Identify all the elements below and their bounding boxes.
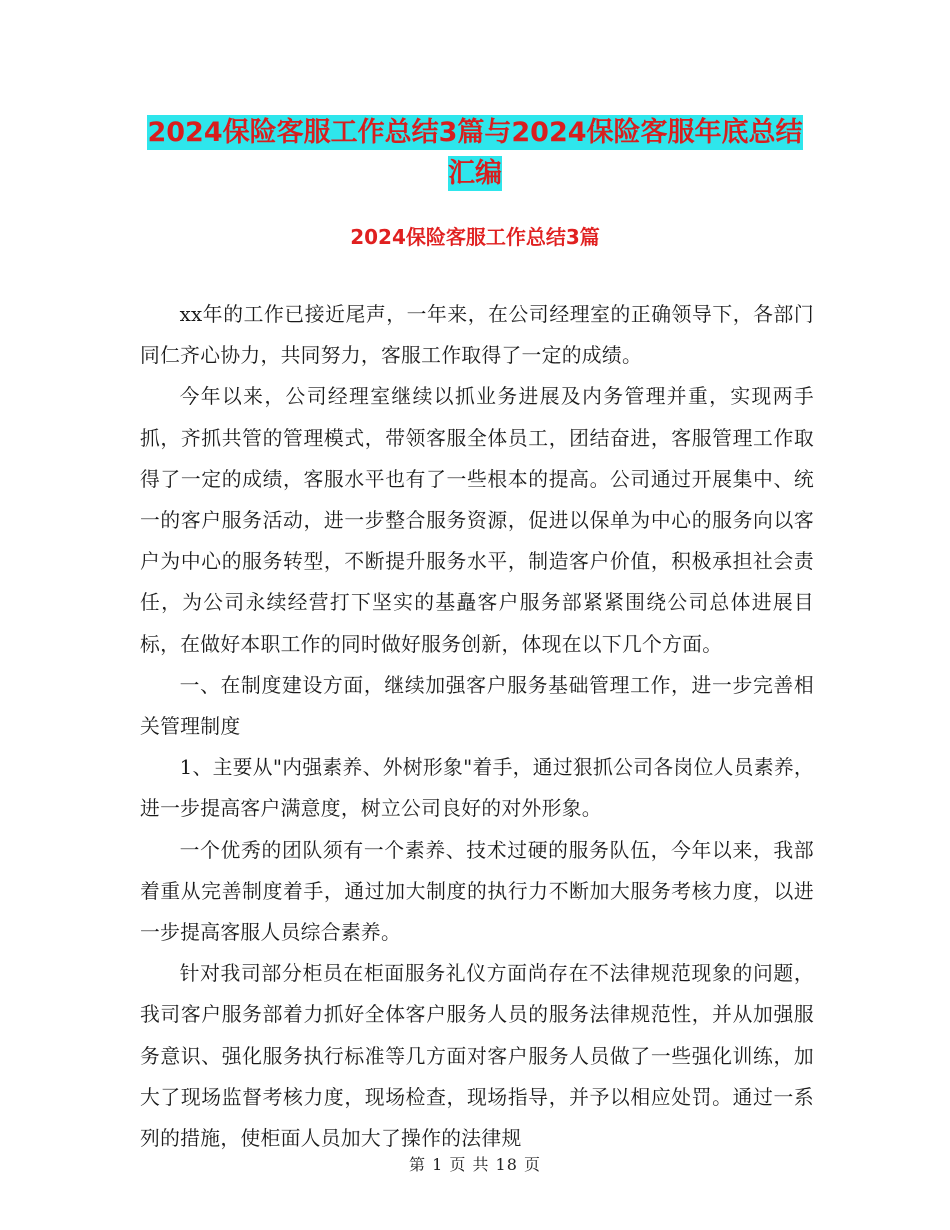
- paragraph-2: 今年以来，公司经理室继续以抓业务进展及内务管理并重，实现两手抓，齐抓共管的管理模式，带领客服全体员工，团结奋进，客服管理工作取得了一定的成绩，客服水平也有了一些根本的提高。公司通过开展集中、统一的客户服务活动，进一步整合服务资源，促进以保单为中心的服务向以客户为中心的服务转型，不断提升服务水平，制造客户价值，积极承担社会责任，为公司永续经营打下坚实的基矗客户服务部紧紧围绕公司总体进展目标，在做好本职工作的同时做好服务创新，体现在以下几个方面。: [140, 385, 814, 656]
- paragraph-6: 针对我司部分柜员在柜面服务礼仪方面尚存在不法律规范现象的问题，我司客户服务部着力抓好全体客户服务人员的服务法律规范性，并从加强服务意识、强化服务执行标准等几方面对客户服务人员做了一些强化训练，加大了现场监督考核力度，现场检查，现场指导，并予以相应处罚。通过一系列的措施，使柜面人员加大了操作的法律规: [140, 962, 814, 1151]
- document-title-line-1: 2024保险客服工作总结3篇与2024保险客服年底总结: [147, 117, 803, 148]
- body-text: [140, 294, 814, 1159]
- paragraph-1: xx年的工作已接近尾声，一年来，在公司经理室的正确领导下，各部门同仁齐心协力，共同努力，客服工作取得了一定的成绩。: [140, 303, 814, 368]
- document-title: [0, 112, 950, 194]
- section-title: 2024保险客服工作总结3篇: [350, 225, 600, 249]
- page-footer: 第 1 页 共 18 页: [409, 1155, 541, 1174]
- document-title-line-2: 汇编: [448, 158, 502, 189]
- paragraph-4: 1、主要从"内强素养、外树形象"着手，通过狠抓公司各岗位人员素养，进一步提高客户满意度，树立公司良好的对外形象。: [140, 756, 814, 821]
- paragraph-3: 一、在制度建设方面，继续加强客户服务基础管理工作，进一步完善相关管理制度: [140, 673, 814, 739]
- paragraph-5: 一个优秀的团队须有一个素养、技术过硬的服务队伍，今年以来，我部着重从完善制度着手，通过加大制度的执行力不断加大服务考核力度，以进一步提高客服人员综合素养。: [140, 838, 814, 945]
